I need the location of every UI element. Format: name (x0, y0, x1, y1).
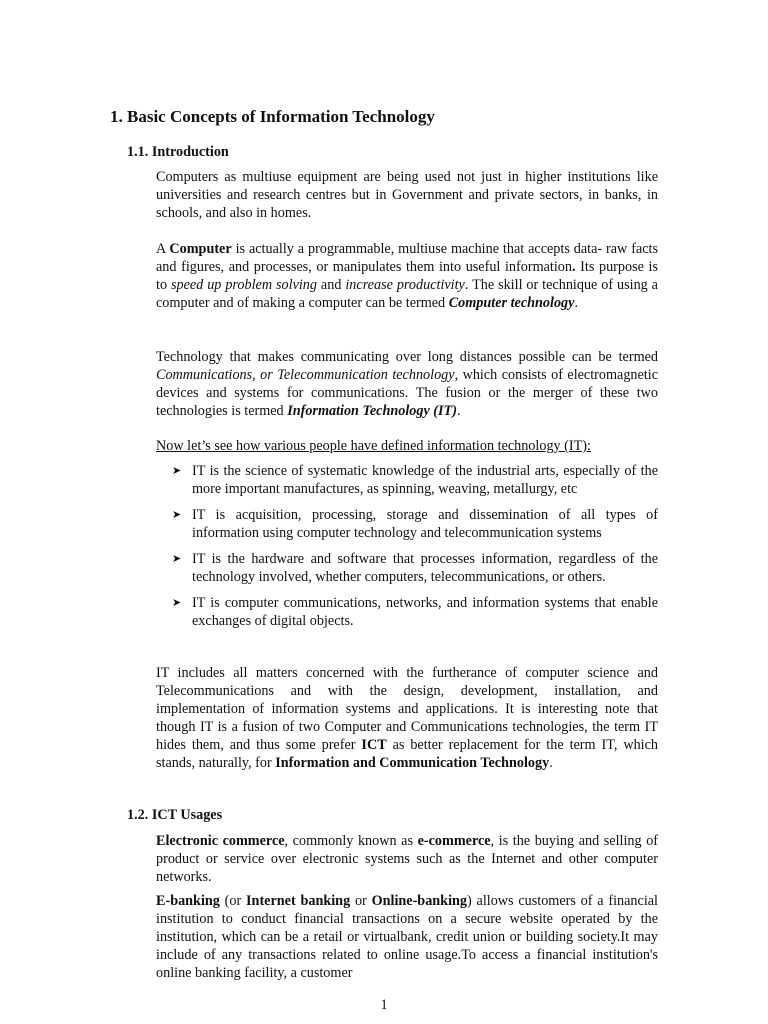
intro-paragraph-4: IT includes all matters concerned with the furtherance of computer science and Telecommunications and with the design, development, installation, and implementation of information systems and applications. It is interesting note that though IT is a fusion of two Computer and Communications technologies, the term IT hides them, and thus some prefer ICT as better replacement for the term IT, which stands, naturally, for Information and Communication Technology. (156, 665, 658, 771)
definitions-list (172, 462, 658, 630)
usages-paragraph-ecommerce: Electronic commerce, commonly known as e-commerce, is the buying and selling of product or service over electronic systems such as the Internet and other computer networks. (156, 833, 659, 885)
page-number: 1 (380, 997, 388, 1013)
usages-paragraph-ebanking: E-banking (or Internet banking or Online-banking) allows customers of a financial institution to conduct financial transactions on a secure website operated by the institution, which can be a retail or virtualbank, credit union or building society.It may include of any transactions related to online usage.To access a financial institution's online banking facility, a customer (156, 893, 658, 981)
section-heading-ict-usages: 1.2. ICT Usages (127, 807, 223, 823)
definitions-lead: Now let’s see how various people have defined information technology (IT): (156, 438, 591, 454)
list-item: ➤ IT is the hardware and software that processes information, regardless of the technology involved, whether computers, telecommunications, or others. (172, 551, 658, 585)
arrow-bullet-icon: ➤ (172, 464, 182, 477)
list-item: ➤ IT is computer communications, networks, and information systems that enable exchanges of digital objects. (172, 595, 658, 629)
arrow-bullet-icon: ➤ (172, 552, 182, 565)
intro-paragraph-3: Technology that makes communicating over long distances possible can be termed Communications, or Telecommunication technology, which consists of electromagnetic devices and systems for communications. The fusion or the merger of these two technologies is termed Information Technology (IT). (156, 349, 658, 419)
intro-paragraph-2: A Computer is actually a programmable, multiuse machine that accepts data- raw facts and figures, and processes, or manipulates them into useful information. Its purpose is to speed up problem solving and increase productivity. The skill or technique of using a computer and of making a computer can be termed Computer technology. (156, 241, 658, 311)
section-heading-introduction: 1.1. Introduction (127, 144, 229, 160)
page-title: 1. Basic Concepts of Information Technology (110, 107, 435, 126)
arrow-bullet-icon: ➤ (172, 508, 182, 521)
list-item: ➤ IT is acquisition, processing, storage and dissemination of all types of information using computer technology and telecommunication systems (172, 507, 658, 541)
list-item: ➤ IT is the science of systematic knowledge of the industrial arts, especially of the more important manufactures, as spinning, weaving, metallurgy, etc (172, 463, 658, 497)
arrow-bullet-icon: ➤ (172, 596, 182, 609)
intro-paragraph-1: Computers as multiuse equipment are being used not just in higher institutions like universities and research centres but in Government and private sectors, in banks, in schools, and also in homes. (156, 169, 658, 221)
